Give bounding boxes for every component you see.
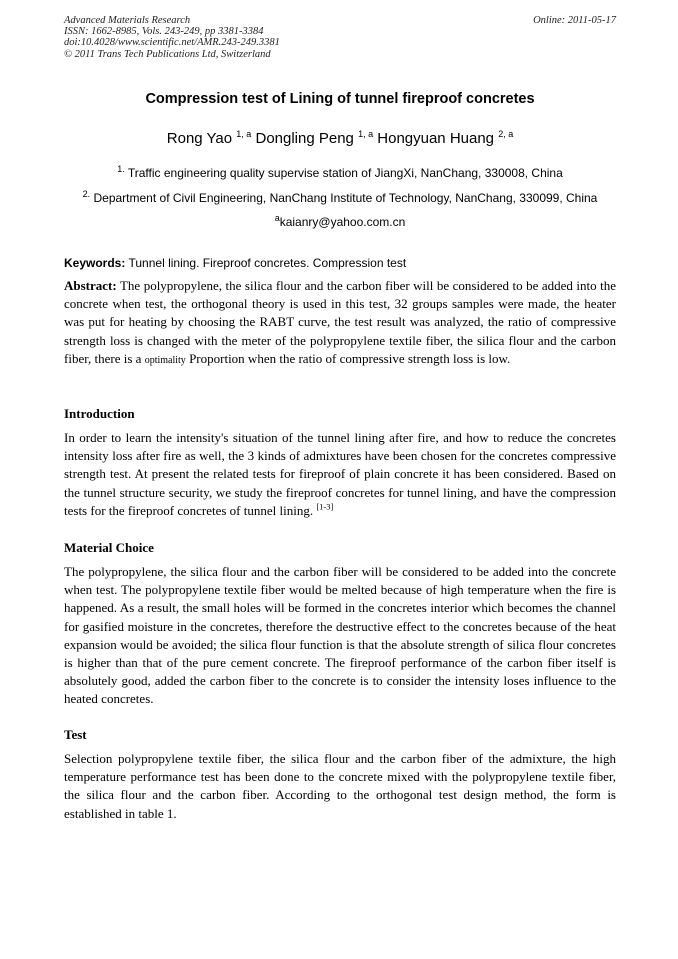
abstract-label: Abstract: <box>64 278 117 293</box>
abstract <box>64 277 616 370</box>
section-heading-test: Test <box>64 727 87 742</box>
author-list <box>64 130 616 147</box>
author-email <box>64 215 616 229</box>
affiliation-mark: 2. <box>82 189 91 199</box>
author-affil-mark: 1, a <box>358 129 374 139</box>
section-heading-introduction: Introduction <box>64 406 135 421</box>
keywords <box>64 256 616 270</box>
email-mark: a <box>274 213 280 223</box>
doi-line: doi:10.4028/www.scientific.net/AMR.243-249.3381 <box>64 37 280 49</box>
affiliation-text: Traffic engineering quality supervise station of JiangXi, NanChang, 330008, China <box>127 166 563 180</box>
section-heading-material-choice: Material Choice <box>64 540 154 555</box>
abstract-text-end: Proportion when the ratio of compressive strength loss is low. <box>189 350 511 366</box>
affiliation-mark: 1. <box>117 164 125 174</box>
online-date: Online: 2011-05-17 <box>533 15 616 26</box>
citation-ref: [1-3] <box>316 501 334 512</box>
keywords-text: Tunnel lining. Fireproof concretes. Compression test <box>128 256 407 270</box>
issn-line: ISSN: 1662-8985, Vols. 243-249, pp 3381-3384 <box>64 26 264 38</box>
author-affil-mark: 1, a <box>236 129 252 139</box>
abstract-small-word: optimality <box>144 354 186 366</box>
introduction-text: In order to learn the intensity's situation of the tunnel lining after fire, and how to reduce the concretes intensity loss after fire as well, the 3 kinds of admixtures have been chosen for the concretes compressive strength test. At present the related tests for fireproof of plain concrete it has been considered. Based on the tunnel structure security, we study the fireproof concretes for tunnel lining, and have the compression tests for the fireproof concretes of tunnel lining. <box>64 430 616 518</box>
journal-header <box>64 15 616 60</box>
affiliation-1 <box>50 166 630 180</box>
introduction-paragraph <box>64 429 616 520</box>
author-affil-mark: 2, a <box>498 129 514 139</box>
email-address: kaianry@yahoo.com.cn <box>279 215 406 229</box>
material-choice-paragraph: The polypropylene, the silica flour and the carbon fiber will be considered to be added into the concrete when test. The polypropylene textile fiber would be melted because of high temperature when the fire is happened. As a result, the small holes will be formed in the concretes interior which becomes the channel for gasified moisture in the concretes, therefore the destructive effect to the concretes because of the heat expansion would be avoided; the silica flour function is that the absolute strength of silica flour concretes is higher than that of the pure cement concrete. The fireproof performance of the carbon fiber itself is absolutely good, added the carbon fiber to the concrete is to consider the intensity loses influence to the heated concretes. <box>64 564 616 707</box>
paper-title: Compression test of Lining of tunnel fireproof concretes <box>145 91 535 107</box>
journal-name: Advanced Materials Research <box>64 15 191 26</box>
author-name: Dongling Peng <box>255 130 354 147</box>
affiliation-text: Department of Civil Engineering, NanChang Institute of Technology, NanChang, 330099, China <box>93 191 598 205</box>
abstract-text: The polypropylene, the silica flour and the carbon fiber will be considered to be added into the concrete when test, the orthogonal theory is used in this test, 32 groups samples were made, the heater was put for heating by choosing the RABT curve, the test result was analyzed, the ratio of compressive strength loss is changed with the meter of the polypropylene textile fiber, the silica flour and the carbon fiber, there is a <box>64 278 616 366</box>
affiliation-2 <box>50 191 630 205</box>
keywords-label: Keywords: <box>64 256 126 270</box>
author-name: Rong Yao <box>166 130 233 147</box>
author-name: Hongyuan Huang <box>377 130 495 147</box>
test-paragraph: Selection polypropylene textile fiber, the silica flour and the carbon fiber of the admixture, the high temperature performance test has been done to the concrete mixed with the polypropylene textile fiber, the silica flour and the carbon fiber. According to the orthogonal test design method, the form is established in table 1. <box>64 751 616 821</box>
copyright-line: © 2011 Trans Tech Publications Ltd, Switzerland <box>64 48 271 60</box>
